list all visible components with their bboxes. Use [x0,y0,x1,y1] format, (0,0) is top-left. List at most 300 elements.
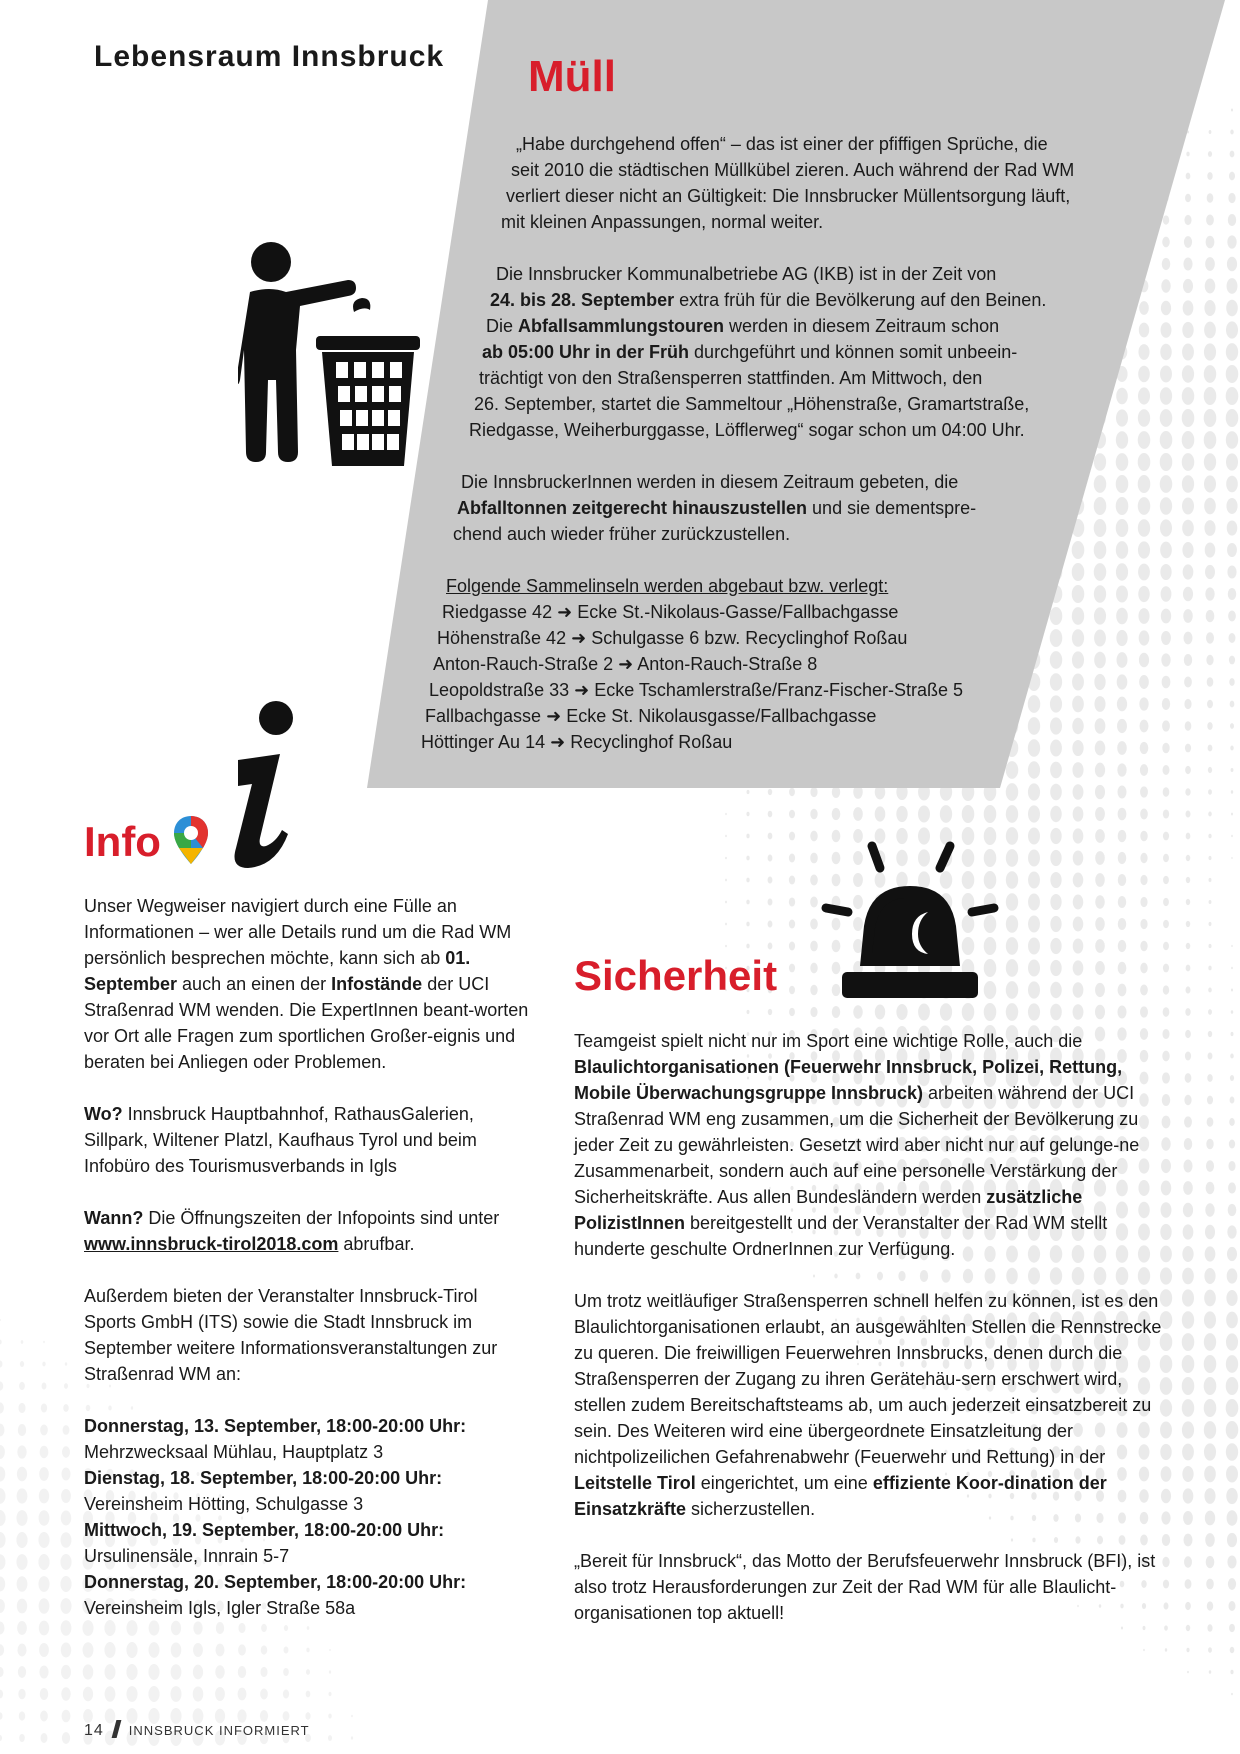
background-dot [1163,1007,1170,1017]
background-dot [1050,982,1062,998]
background-dot [64,1383,68,1389]
background-dot [1231,945,1232,947]
background-dot [16,1554,27,1570]
background-dot [61,1643,71,1658]
siren-icon [820,836,1000,1006]
background-dot [17,1445,26,1458]
background-dot [328,1713,332,1718]
background-dot [61,1620,72,1635]
background-dot [768,898,773,905]
background-dot [42,1362,45,1367]
background-dot [17,1576,28,1591]
trash-person-icon [238,240,438,470]
background-dot [1006,805,1018,823]
background-dot [216,1622,224,1634]
background-dot [1050,828,1061,844]
background-dot [18,1403,25,1413]
background-dot [1095,807,1105,821]
background-dot [61,1511,71,1526]
background-dot [0,1340,2,1345]
background-dot [38,1576,49,1592]
background-dot [1050,806,1061,822]
background-dot [126,1620,137,1636]
background-dot [768,833,773,840]
background-dot [0,1445,5,1459]
background-dot [1163,876,1169,884]
background-dot [1227,1555,1236,1568]
background-dot [1050,850,1061,866]
background-dot [1183,1488,1194,1503]
background-dot [1050,1004,1062,1021]
background-dot [810,875,818,886]
background-dot [60,1598,71,1614]
background-dot [149,1620,160,1635]
background-dot [1163,809,1169,818]
background-dot [1231,1693,1233,1696]
background-dot [126,1664,137,1680]
background-dot [1182,1444,1194,1461]
background-dot [746,922,749,927]
background-dot [260,1667,267,1677]
muell-p2-line: trächtigt von den Straßensperren stattfinden. Am Mittwoch, den [479,368,983,388]
background-dot [306,1669,310,1675]
background-dot [1231,1010,1233,1014]
muell-title: Müll [528,52,616,101]
background-dot [16,1510,27,1526]
info-website-link[interactable]: www.innsbruck-tirol2018.com [84,1234,339,1254]
background-dot [1209,922,1212,926]
background-dot [768,877,773,884]
background-dot [19,1382,25,1390]
background-dot [261,1624,267,1632]
background-dot [171,1621,181,1636]
background-dot [61,1687,70,1700]
background-dot [17,1621,27,1635]
background-dot [1206,1556,1215,1568]
background-dot [746,900,749,905]
background-dot [215,1687,225,1701]
muell-p3-line: chend auch wieder früher zurückzustellen. [453,524,791,544]
arrow-right-icon: ➜ [557,602,573,622]
sicherheit-paragraph: Um trotz weitläufiger Straßensperren schnell helfen zu können, ist es den Blaulichtorganisationen erlaubt, an ausgewählten Stellen die Rennstrecke zu queren. Die freiwilligen Feuerwehren Innsbrucks, denen durch die Straßensperren der Zugang zu ihren Gerätehäu-sern erschwert wird, stellen zudem Bereitschaftsteams ab, um auch jederzeit einsatzbereit zu sein. Des Weiteren wird eine übergeordnete Einsatzleitung der nichtpolizeilichen Gefahrenabwehr (Feuerwehr und Rettung) in der Leitstelle Tirol eingerichtet, um eine effiziente Koor-dination der Einsatzkräfte sicherzustellen. [574,1291,1162,1519]
background-dot [39,1467,49,1481]
background-dot [238,1623,245,1633]
background-dot [1228,1182,1236,1193]
info-paragraph: Unser Wegweiser navigiert durch eine Fülle an Informationen – wer alle Details rund um die Rad WM persönlich besprechen möchte, kann sich ab 01. September auch an einen der Infostände der UCI Straßenrad WM wenden. Die ExpertInnen beant-worten vor Ort alle Fragen zum sportlichen Großer-eignis und beraten bei Anliegen oder Problemen. [84,896,529,1072]
page-number: 14 [84,1722,104,1739]
background-dot [1186,855,1191,861]
relocation-row: Riedgasse 42 ➜ Ecke St.-Nikolaus-Gasse/Fallbachgasse [442,602,899,622]
background-dot [1050,916,1061,932]
background-dot [1229,1118,1235,1126]
background-dot [789,854,795,863]
background-dot [1073,895,1083,910]
page-kicker: Lebensraum Innsbruck [94,40,445,73]
background-dot [1006,1003,1018,1021]
background-dot [61,1532,72,1548]
background-dot [38,1532,49,1548]
background-dot [0,1381,3,1390]
background-dot [1117,1006,1126,1019]
background-dot [306,1648,309,1653]
background-dot [1186,810,1191,817]
background-dot [0,1690,3,1699]
info-paragraph: Außerdem bieten der Veranstalter Innsbruck-Tirol Sports GmbH (ITS) sowie die Stadt Innsbruck im September weitere Informationsveranstaltungen zur Straßenrad WM an: [84,1286,498,1384]
background-dot [1227,1510,1238,1525]
background-dot [170,1686,181,1702]
background-dot [1185,1602,1191,1610]
event-item: Dienstag, 18. September, 18:00-20:00 Uhr: Vereinsheim Hötting, Schulgasse 3 [84,1468,443,1514]
background-dot [1204,1377,1217,1395]
background-dot [1206,1139,1213,1150]
page-footer [84,1720,310,1740]
background-dot [1163,898,1169,906]
background-dot [1205,1246,1216,1261]
background-dot [39,1510,50,1525]
background-dot [1185,1073,1192,1083]
background-dot [1006,871,1018,889]
background-dot [351,1715,353,1718]
background-dot [0,1735,2,1741]
background-dot [238,1666,246,1678]
background-dot [0,1554,5,1570]
background-dot [810,985,817,995]
background-dot [1229,1624,1235,1632]
background-dot [725,835,727,837]
background-dot [1118,874,1126,886]
background-dot [41,1403,47,1412]
background-dot [1073,982,1084,997]
background-dot [1183,1224,1194,1239]
background-dot [1140,875,1147,885]
background-dot [1182,1289,1194,1306]
background-dot [810,853,818,864]
background-dot [1140,985,1148,996]
background-dot [1140,1006,1148,1017]
background-dot [1227,1268,1238,1283]
muell-p2-line: 26. September, startet die Sammeltour „Höhenstraße, Gramartstraße, [474,394,1030,414]
background-dot [126,1686,137,1702]
background-dot [1028,849,1040,866]
background-dot [21,1340,24,1344]
background-dot [83,1642,94,1658]
background-dot [725,923,727,926]
background-dot [1028,959,1040,976]
background-dot [1186,1625,1190,1631]
background-dot [984,805,997,823]
background-dot [1182,1246,1193,1262]
relocation-row: Leopoldstraße 33 ➜ Ecke Tschamlerstraße/Franz-Fischer-Straße 5 [429,680,963,700]
background-dot [39,1489,49,1504]
background-dot [329,1649,331,1651]
background-dot [1227,1533,1237,1547]
background-dot [61,1489,71,1503]
relocation-row: Höhenstraße 42 ➜ Schulgasse 6 bzw. Recyclinghof Roßau [437,628,908,648]
relocation-row: Anton-Rauch-Straße 2 ➜ Anton-Rauch-Straße 8 [433,654,818,674]
background-dot [329,1692,332,1696]
muell-p2-line: Die Innsbrucker Kommunalbetriebe AG (IKB) ist in der Zeit von [496,264,997,284]
background-dot [1118,962,1127,974]
event-item: Mittwoch, 19. September, 18:00-20:00 Uhr: Ursulinensäle, Innrain 5-7 [84,1520,445,1566]
background-dot [1228,1601,1235,1611]
background-dot [1073,1004,1084,1020]
background-dot [1073,873,1083,888]
background-dot [853,1005,863,1019]
background-dot [1028,827,1040,844]
background-dot [1205,1511,1215,1526]
background-dot [1208,1031,1212,1037]
background-dot [18,1689,25,1700]
background-dot [918,805,930,822]
background-dot [1204,1399,1217,1417]
background-dot [789,986,795,995]
background-dot [82,1620,93,1636]
background-dot [1185,1052,1191,1061]
background-dot [1184,1556,1192,1567]
background-dot [1182,1377,1195,1395]
background-dot [1182,1268,1194,1285]
background-dot [1208,966,1211,971]
background-dot [1118,830,1127,842]
background-dot [789,810,795,819]
background-dot [39,1598,50,1613]
background-dot [1205,1203,1214,1216]
background-dot [1208,856,1211,860]
background-dot [351,1736,353,1739]
background-dot [1231,857,1232,859]
background-dot [1204,1355,1217,1373]
background-dot [1140,809,1148,820]
background-dot [1205,1225,1215,1239]
sicherheit-title: Sicherheit [574,952,778,999]
background-dot [1028,937,1040,954]
background-dot [1186,899,1190,905]
muell-p1-line: „Habe durchgehend offen“ – das ist einer der pfiffigen Sprüche, die [516,134,1048,154]
sicherheit-body [574,1028,1164,1652]
background-dot [1186,833,1191,840]
background-dot [1028,981,1040,998]
relocation-row: Fallbachgasse ➜ Ecke St. Nikolausgasse/Fallbachgasse [425,706,877,726]
background-dot [1006,959,1018,977]
muell-p2-line: 24. bis 28. September extra früh für die Bevölkerung auf den Beinen. [490,290,1047,310]
background-dot [41,1733,48,1743]
info-icon [226,698,306,872]
background-dot [1050,938,1061,954]
map-pin-icon [172,814,210,866]
background-dot [1163,854,1169,862]
background-dot [307,1626,310,1630]
background-dot [1073,828,1084,843]
background-dot [1230,1075,1234,1081]
info-when: Wann? Die Öffnungszeiten der Infopoints sind unter www.innsbruck-tirol2018.com abrufbar. [84,1208,500,1254]
background-dot [0,1510,6,1526]
background-dot [62,1446,70,1457]
background-dot [1118,940,1127,952]
background-dot [768,855,773,862]
background-dot [1209,1670,1212,1674]
background-dot [789,964,795,973]
background-dot [1187,1671,1189,1674]
background-dot [193,1686,204,1701]
background-dot [1050,872,1061,888]
background-dot [62,1732,70,1744]
background-dot [896,1004,907,1020]
background-dot [83,1664,94,1679]
background-dot [746,812,749,816]
background-dot [1183,1160,1192,1173]
background-dot [810,831,817,842]
background-dot [1208,987,1212,992]
background-dot [1208,944,1211,948]
background-dot [1184,1534,1193,1547]
background-dot [810,809,817,820]
background-dot [1182,1311,1194,1329]
background-dot [105,1686,116,1701]
background-dot [1050,894,1061,910]
background-dot [1028,894,1040,911]
background-dot [0,1402,4,1413]
background-dot [0,1577,5,1592]
background-dot [18,1424,26,1436]
background-dot [1229,1140,1235,1149]
background-dot [40,1446,49,1458]
background-dot [1185,1008,1190,1016]
background-dot [1231,1032,1234,1036]
background-dot [1207,1074,1212,1082]
background-dot [725,945,727,948]
background-dot [20,1361,24,1367]
background-dot [215,1665,224,1678]
background-dot [306,1691,311,1698]
background-dot [238,1644,246,1655]
background-dot [1204,1333,1216,1351]
background-dot [896,806,907,822]
background-dot [1028,1003,1040,1020]
background-dot [17,1644,26,1657]
event-list [84,1413,534,1621]
background-dot [1118,984,1127,997]
background-dot [1226,1377,1239,1395]
background-dot [17,1599,27,1614]
background-dot [171,1642,182,1657]
background-dot [1095,939,1105,953]
background-dot [1204,1466,1216,1483]
background-dot [65,1362,67,1365]
footer-slash-divider [111,1720,121,1738]
background-dot [810,963,817,974]
background-dot [40,1425,48,1436]
background-dot [746,856,749,861]
muell-p1-line: verliert dieser nicht an Gültigkeit: Die Innsbrucker Müllentsorgung läuft, [506,186,1071,206]
background-dot [0,1644,4,1656]
muell-p1-line: seit 2010 die städtischen Müllkübel zieren. Auch während der Rad WM [511,160,1075,180]
background-dot [810,897,818,908]
background-dot [1140,897,1147,907]
background-dot [284,1625,288,1631]
background-dot [148,1664,159,1680]
background-dot [1118,896,1126,908]
background-dot [1230,1053,1234,1058]
background-dot [193,1665,203,1680]
background-dot [1185,1579,1192,1589]
background-dot [1095,1005,1105,1019]
background-dot [1209,900,1212,904]
relocation-row: Höttinger Au 14 ➜ Recyclinghof Roßau [421,732,733,752]
background-dot [284,1646,289,1653]
background-dot [0,1360,2,1367]
background-dot [1209,878,1212,882]
background-dot [40,1688,48,1700]
background-dot [0,1466,5,1481]
background-dot [1184,1138,1192,1150]
background-dot [1226,1399,1239,1417]
background-dot [1208,1647,1212,1653]
background-dot [126,1642,137,1658]
background-dot [768,943,773,950]
background-dot [1182,1355,1195,1373]
background-dot [1118,808,1127,821]
arrow-right-icon: ➜ [550,732,566,752]
background-dot [0,1667,4,1677]
background-dot [1183,1181,1193,1195]
background-dot [0,1488,5,1504]
background-dot [1163,985,1169,994]
background-dot [832,808,841,820]
relocations-heading: Folgende Sammelinseln werden abgebaut bzw. verlegt: [446,576,889,596]
muell-p2-line: ab 05:00 Uhr in der Früh durchgeführt und können somit unbeein- [482,342,1018,362]
background-dot [1230,1647,1235,1653]
background-dot [853,807,863,821]
background-dot [104,1642,115,1658]
background-dot [61,1468,70,1481]
muell-p3-line: Die InnsbruckerInnen werden in diesem Zeitraum gebeten, die [461,472,959,492]
background-dot [1006,937,1018,955]
background-dot [746,944,749,949]
background-dot [40,1710,48,1721]
background-dot [43,1341,45,1343]
event-item: Donnerstag, 20. September, 18:00-20:00 Uhr: Vereinsheim Igls, Igler Straße 58a [84,1572,467,1618]
background-dot [1227,1225,1236,1238]
background-dot [1118,918,1126,930]
background-dot [1140,853,1147,863]
background-dot [1073,806,1084,821]
background-dot [1182,1399,1194,1417]
background-dot [1231,835,1233,837]
background-dot [17,1467,27,1482]
background-dot [1050,960,1061,976]
muell-p2-line: Riedgasse, Weiherburggasse, Löfflerweg“ sogar schon um 04:00 Uhr. [469,420,1025,440]
background-dot [38,1554,49,1570]
background-dot [39,1621,49,1636]
background-dot [1227,1247,1237,1261]
arrow-right-icon: ➜ [546,706,562,726]
background-dot [1183,1203,1193,1218]
background-dot [238,1688,247,1701]
background-dot [1140,941,1147,951]
background-dot [1163,832,1169,841]
background-dot [1163,964,1169,973]
background-dot [0,1599,5,1613]
background-dot [261,1645,267,1654]
background-dot [1208,834,1211,839]
background-dot [1206,1160,1214,1172]
background-dot [216,1644,225,1657]
background-dot [768,811,773,818]
background-dot [1226,1312,1238,1329]
background-dot [1095,873,1105,887]
info-where: Wo? Innsbruck Hauptbahnhof, RathausGalerien, Sillpark, Wiltener Platzl, Kaufhaus Tyrol und beim Infobüro des Tourismusverbands in Igls [84,1104,477,1176]
background-dot [283,1690,289,1699]
